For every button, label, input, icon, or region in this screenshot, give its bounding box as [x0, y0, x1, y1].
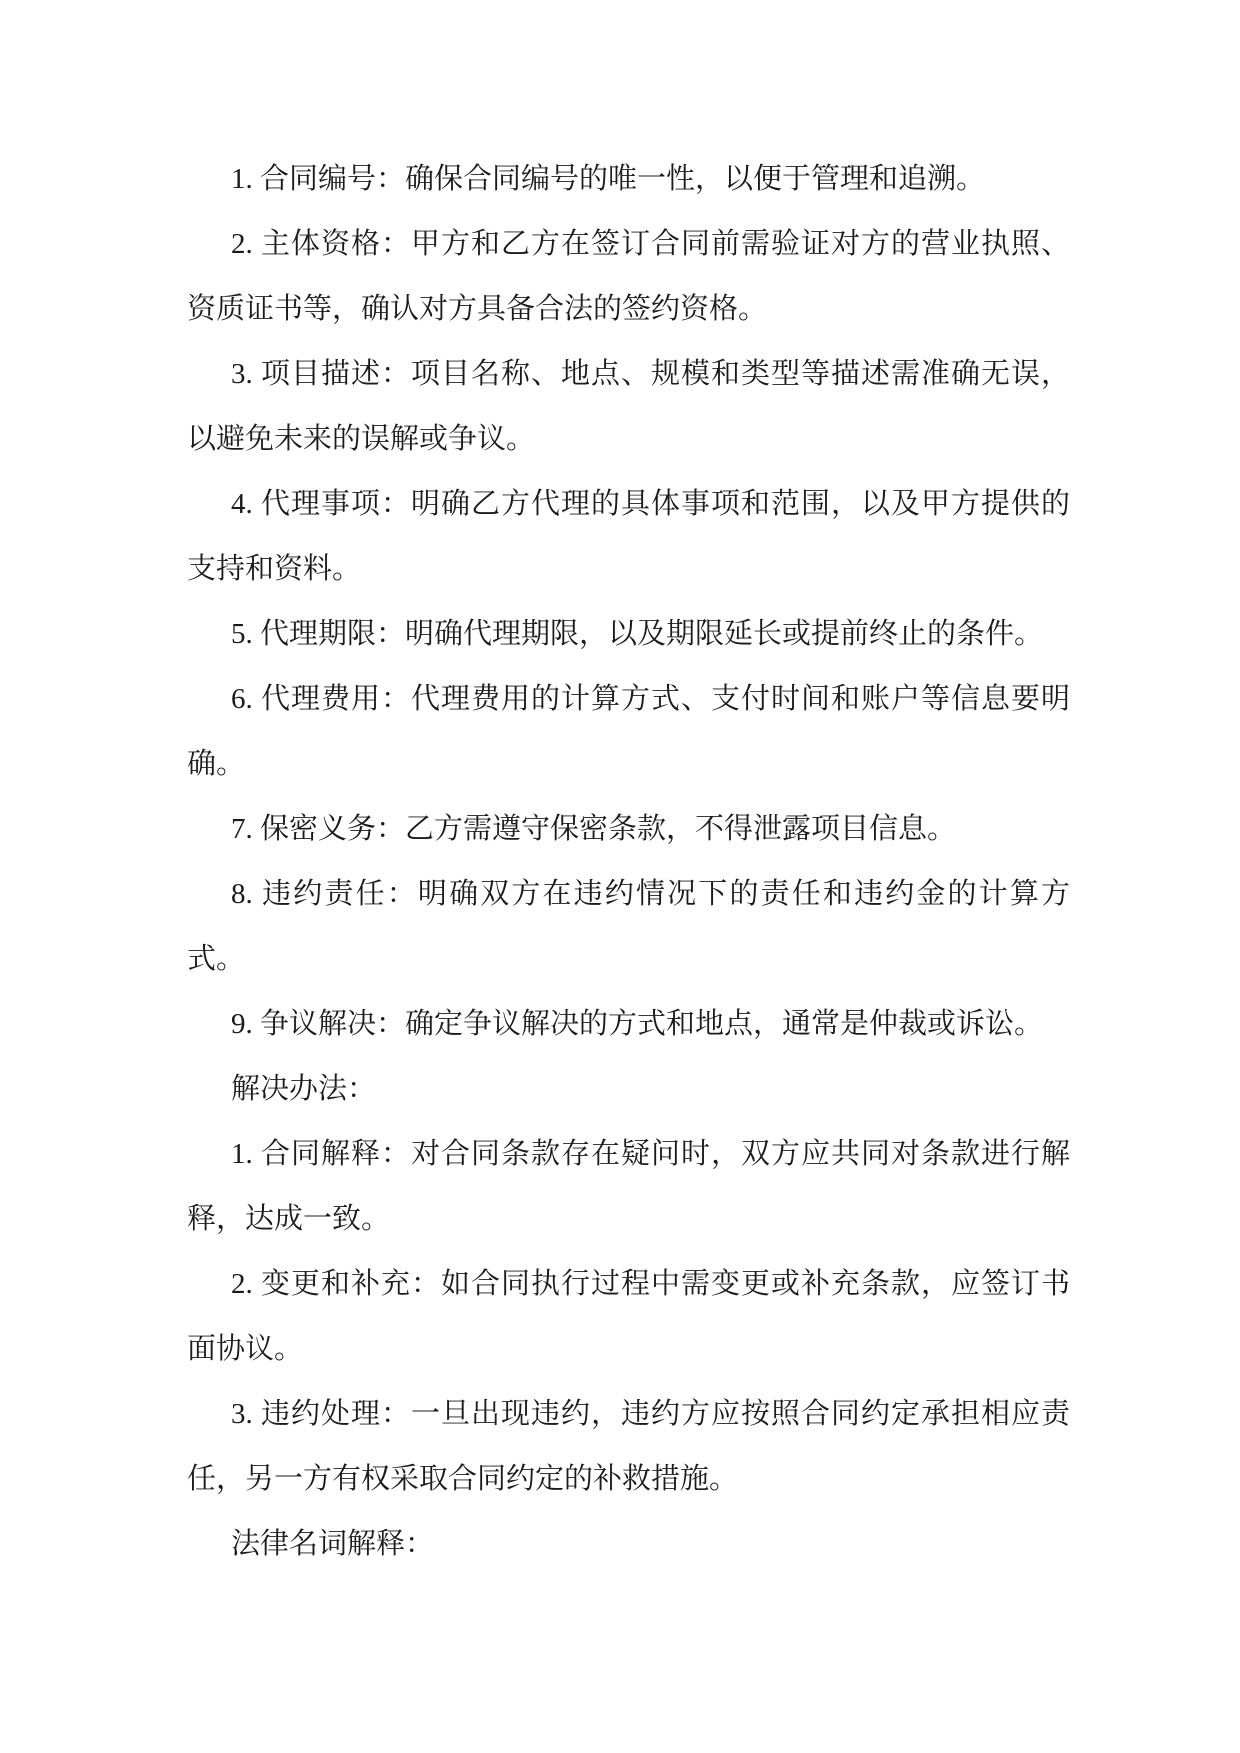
text-line: 8. 违约责任：明确双方在违约情况下的责任和违约金的计算方 [231, 878, 1070, 910]
paragraph [187, 1057, 1070, 1122]
paragraph [187, 472, 1070, 602]
paragraph [187, 797, 1070, 862]
text-line: 面协议。 [187, 1333, 304, 1365]
text-line: 释，达成一致。 [187, 1203, 391, 1235]
contract-text-body [187, 147, 1070, 1577]
text-line: 支持和资料。 [187, 553, 362, 585]
paragraph [187, 862, 1070, 992]
paragraph [187, 1122, 1070, 1252]
text-line: 7. 保密义务：乙方需遵守保密条款，不得泄露项目信息。 [231, 813, 957, 845]
text-line: 资质证书等，确认对方具备合法的签约资格。 [187, 293, 768, 325]
paragraph [187, 602, 1070, 667]
text-line: 任，另一方有权采取合同约定的补救措施。 [187, 1463, 739, 1495]
text-line: 2. 变更和补充：如合同执行过程中需变更或补充条款，应签订书 [231, 1268, 1070, 1300]
paragraph [187, 212, 1070, 342]
paragraph [187, 1382, 1070, 1512]
text-line: 1. 合同编号：确保合同编号的唯一性，以便于管理和追溯。 [231, 163, 986, 195]
paragraph [187, 667, 1070, 797]
text-line: 3. 违约处理：一旦出现违约，违约方应按照合同约定承担相应责 [231, 1398, 1070, 1430]
text-line: 法律名词解释： [231, 1528, 435, 1560]
text-line: 确。 [187, 748, 246, 780]
text-line: 1. 合同解释：对合同条款存在疑问时，双方应共同对条款进行解 [231, 1138, 1070, 1170]
text-line: 9. 争议解决：确定争议解决的方式和地点，通常是仲裁或诉讼。 [231, 1008, 1044, 1040]
paragraph [187, 147, 1070, 212]
paragraph [187, 1512, 1070, 1577]
text-line: 2. 主体资格：甲方和乙方在签订合同前需验证对方的营业执照、 [231, 228, 1070, 260]
text-line: 3. 项目描述：项目名称、地点、规模和类型等描述需准确无误， [231, 358, 1070, 390]
text-line: 5. 代理期限：明确代理期限，以及期限延长或提前终止的条件。 [231, 618, 1044, 650]
paragraph [187, 1252, 1070, 1382]
paragraph [187, 342, 1070, 472]
paragraph [187, 992, 1070, 1057]
text-line: 式。 [187, 943, 246, 975]
text-line: 解决办法： [231, 1073, 377, 1105]
text-line: 4. 代理事项：明确乙方代理的具体事项和范围，以及甲方提供的 [231, 488, 1070, 520]
text-line: 6. 代理费用：代理费用的计算方式、支付时间和账户等信息要明 [231, 683, 1070, 715]
text-line: 以避免未来的误解或争议。 [187, 423, 536, 455]
